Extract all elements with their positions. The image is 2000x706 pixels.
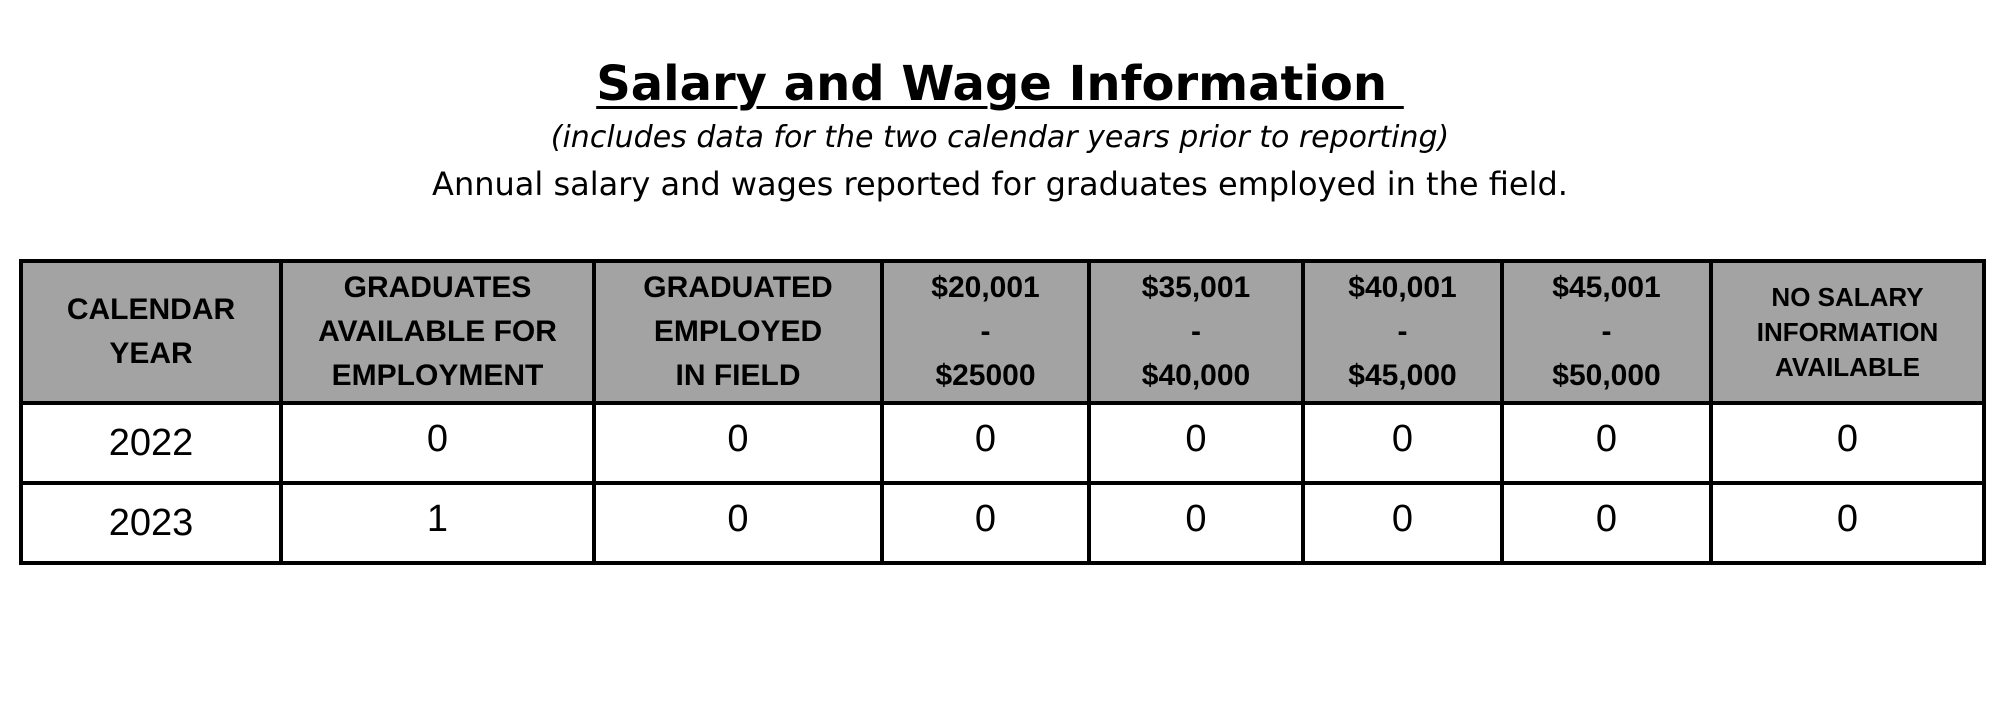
header-line: - [1601, 315, 1612, 348]
cell-value: 0 [1595, 417, 1618, 460]
cell-value: 0 [1391, 497, 1414, 540]
cell-calendar-year [21, 483, 281, 563]
cell-value: 0 [727, 497, 749, 540]
salary-table [19, 259, 1986, 565]
header-range-45001-50000 [1502, 261, 1711, 403]
header-no-salary-info [1711, 261, 1984, 403]
page-subtitle: (includes data for the two calendar years prior to reporting) [550, 120, 1450, 155]
header-line: INFORMATION [1756, 316, 1939, 347]
cell-value: 0 [1185, 417, 1207, 460]
page-title-text: Salary and Wage Information [596, 56, 1404, 112]
cell-value: 0 [1595, 497, 1618, 540]
header-line: - [1191, 315, 1201, 348]
header-line: $45,001 [1552, 271, 1661, 304]
cell-range-45001-50000 [1502, 483, 1711, 563]
header-line: - [1397, 315, 1408, 348]
header-line: NO SALARY [1771, 281, 1924, 312]
cell-no-salary-info [1711, 403, 1984, 483]
cell-graduated-employed [594, 483, 882, 563]
header-line: $50,000 [1552, 359, 1661, 392]
header-range-35001-40000 [1089, 261, 1303, 403]
header-line: AVAILABLE [1775, 351, 1920, 382]
cell-value: 0 [974, 497, 997, 540]
header-line: IN FIELD [675, 359, 801, 392]
header-line: $20,001 [931, 271, 1040, 304]
cell-value: 0 [1836, 417, 1859, 460]
header-range-20001-25000 [882, 261, 1089, 403]
header-line: $40,001 [1348, 271, 1457, 304]
header-line: AVAILABLE FOR [318, 315, 557, 348]
header-line: CALENDAR [66, 293, 236, 326]
cell-value: 2023 [108, 501, 194, 544]
header-line: YEAR [109, 337, 193, 370]
header-line: EMPLOYMENT [331, 359, 544, 392]
cell-calendar-year [21, 403, 281, 483]
cell-value: 0 [974, 417, 997, 460]
header-graduates-available [281, 261, 594, 403]
header-line: EMPLOYED [653, 315, 823, 348]
header-range-40001-45000 [1303, 261, 1502, 403]
header-line: $35,001 [1141, 271, 1251, 304]
header-line: - [980, 315, 991, 348]
cell-value: 0 [1391, 417, 1414, 460]
cell-range-20001-25000 [882, 483, 1089, 563]
header-line: GRADUATED [643, 271, 833, 304]
header-line: GRADUATES [343, 271, 532, 304]
cell-range-35001-40000 [1089, 483, 1303, 563]
header-calendar-year [21, 261, 281, 403]
cell-range-20001-25000 [882, 403, 1089, 483]
table-row [21, 483, 1984, 563]
cell-range-35001-40000 [1089, 403, 1303, 483]
page-description: Annual salary and wages reported for graduates employed in the field. [432, 165, 1568, 203]
header-line: $45,000 [1348, 359, 1457, 392]
cell-value: 0 [1836, 497, 1859, 540]
cell-range-45001-50000 [1502, 403, 1711, 483]
cell-value: 2022 [108, 421, 194, 464]
cell-value: 0 [1185, 497, 1207, 540]
cell-graduates-available [281, 483, 594, 563]
table-header-row [21, 261, 1984, 403]
cell-range-40001-45000 [1303, 403, 1502, 483]
cell-value: 0 [727, 417, 749, 460]
header-graduated-employed [594, 261, 882, 403]
cell-graduated-employed [594, 403, 882, 483]
cell-value: 0 [426, 417, 449, 460]
header-line: $40,000 [1141, 359, 1251, 392]
page-title [0, 52, 2000, 116]
header-line: $25000 [935, 359, 1036, 392]
cell-no-salary-info [1711, 483, 1984, 563]
cell-range-40001-45000 [1303, 483, 1502, 563]
cell-value: 1 [426, 497, 449, 540]
cell-graduates-available [281, 403, 594, 483]
table-row [21, 403, 1984, 483]
